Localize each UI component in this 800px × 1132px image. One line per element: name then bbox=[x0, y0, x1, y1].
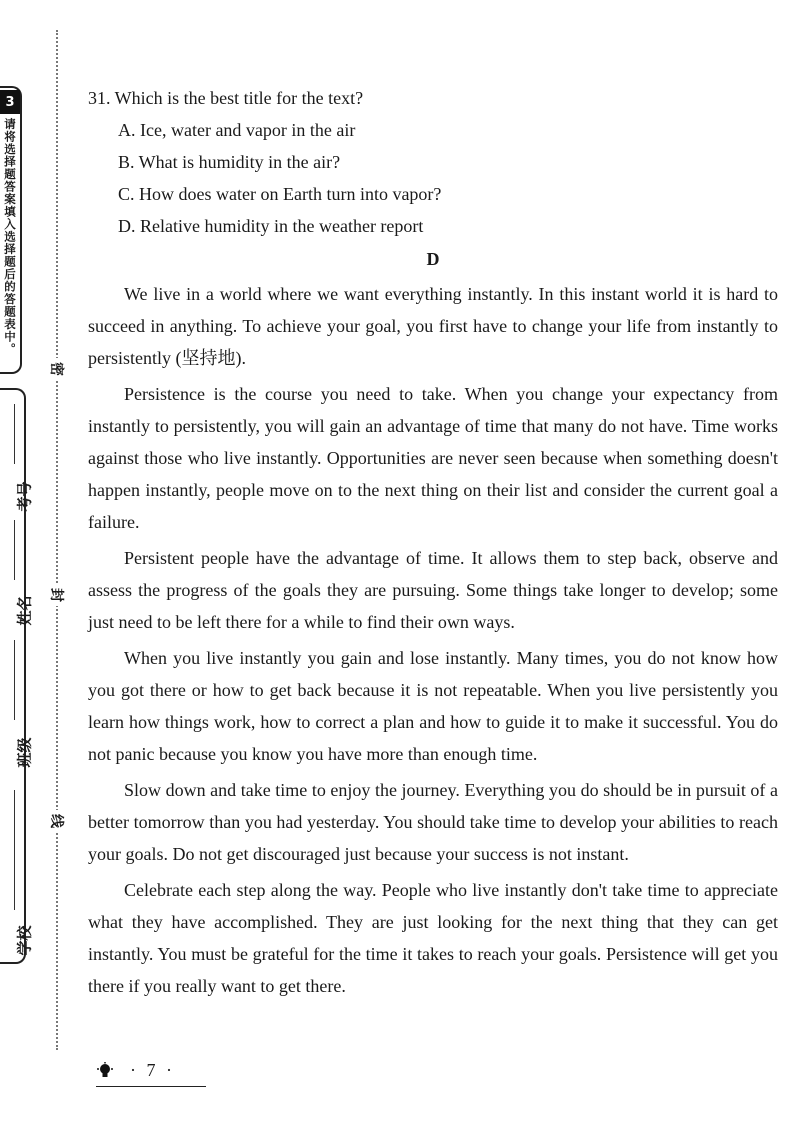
page-footer bbox=[96, 1058, 206, 1087]
seal-mi: 密 bbox=[46, 358, 68, 380]
school-label: 学校 bbox=[15, 925, 34, 956]
paragraph-6: Celebrate each step along the way. People who live instantly don't take time to appreciate what they have accomplished. They are just looking for the next thing that they can get instantly. You must be grateful for the time it takes to reach your goals. Persistence will get you there if you really want to get there. bbox=[88, 880, 778, 996]
exam-number-line bbox=[14, 404, 15, 464]
student-info-box bbox=[0, 388, 26, 964]
cut-line bbox=[56, 30, 58, 1050]
page-content bbox=[88, 82, 778, 1002]
option-a: A. Ice, water and vapor in the air bbox=[118, 120, 356, 140]
page-number: · 7 · bbox=[130, 1060, 175, 1080]
section-heading: D bbox=[426, 249, 440, 269]
option-d: D. Relative humidity in the weather report bbox=[118, 216, 424, 236]
option-b: B. What is humidity in the air? bbox=[118, 152, 341, 172]
binding-strip bbox=[0, 0, 70, 1132]
class-label: 班级 bbox=[15, 737, 34, 768]
class-line bbox=[14, 640, 15, 720]
lightbulb-icon bbox=[96, 1062, 114, 1085]
name-label: 姓名 bbox=[15, 595, 34, 626]
option-c: C. How does water on Earth turn into vapor? bbox=[118, 184, 442, 204]
seal-xian: 线 bbox=[46, 810, 68, 832]
paragraph-3: Persistent people have the advantage of time. It allows them to step back, observe and assess the progress of the goals they are pursuing. Some things take longer to develop; some just need to be left there for a while to find their own ways. bbox=[88, 548, 778, 632]
name-line bbox=[14, 520, 15, 580]
paragraph-2: Persistence is the course you need to take. When you change your expectancy from instantly to persistently, you will gain an advantage of time that many do not have. Time works against those who live instantly. Opportunities are never seen because when something doesn't happen instantly, people move on to the next thing on their list and consider the current goal a failure. bbox=[88, 384, 778, 532]
instruction-badge: 3 bbox=[0, 90, 20, 114]
paragraph-5: Slow down and take time to enjoy the journey. Everything you do should be in pursuit of a better tomorrow than you had yesterday. You should take time to develop your abilities to reach your goals. Do not get discouraged just because your success is not instant. bbox=[88, 780, 778, 864]
paragraph-4: When you live instantly you gain and lose instantly. Many times, you do not know how you got there or how to get back because it is not repeatable. When you live persistently you learn how things work, how to correct a plan and how to guide it to make it successful. You do not panic because you know you have more than enough time. bbox=[88, 648, 778, 764]
seal-feng: 封 bbox=[46, 584, 68, 606]
exam-number-label: 考号 bbox=[15, 481, 34, 512]
instruction-text: 请将选择题答案填入选择题后的答题表中。 bbox=[3, 118, 17, 356]
question-stem: 31. Which is the best title for the text? bbox=[88, 88, 364, 108]
paragraph-1: We live in a world where we want everything instantly. In this instant world it is hard to succeed in anything. To achieve your goal, you first have to change your life from instantly to persistently (坚持地). bbox=[88, 284, 778, 368]
school-line bbox=[14, 790, 15, 910]
